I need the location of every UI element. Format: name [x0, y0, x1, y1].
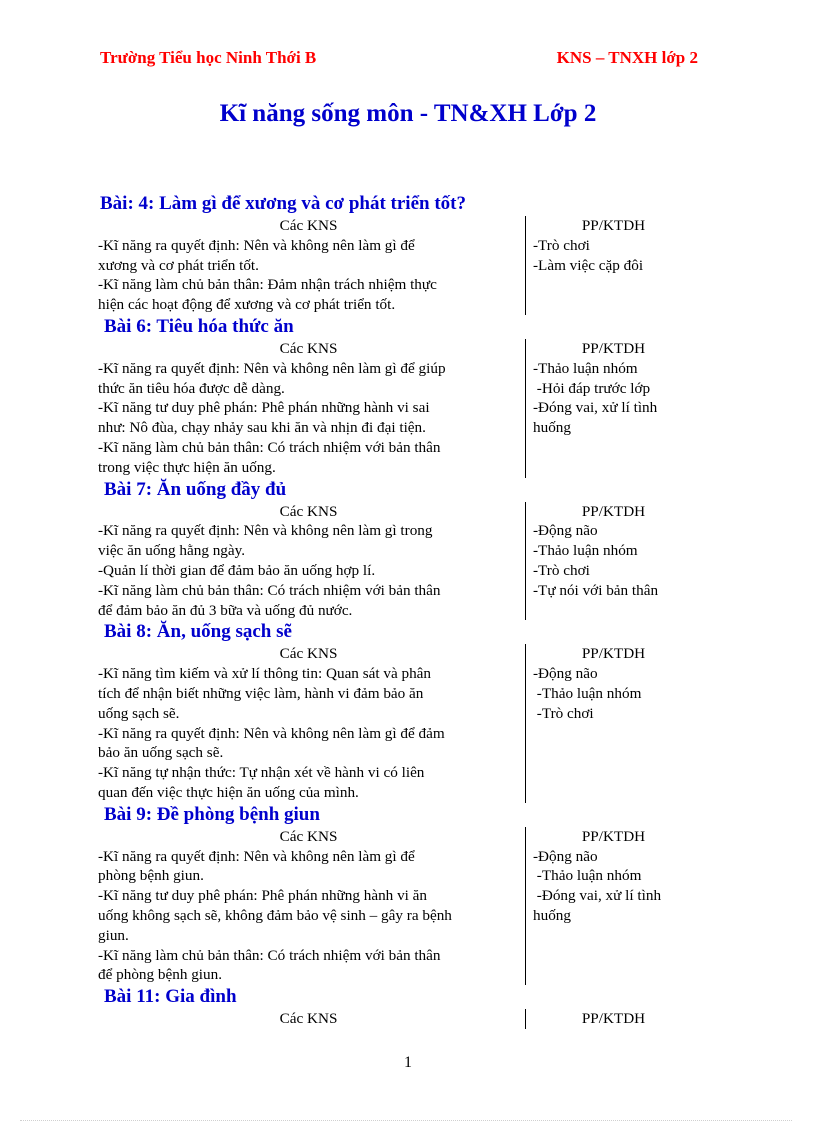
kns-line: quan đến việc thực hiện ăn uống của mình. — [98, 783, 359, 801]
method-line: -Trò chơi — [533, 704, 594, 722]
kns-column — [98, 644, 526, 802]
method-column — [526, 216, 700, 315]
kns-line: giun. — [98, 926, 129, 944]
method-column — [526, 339, 700, 478]
lesson-title: Bài: 4: Làm gì để xương và cơ phát triển tốt? — [100, 193, 466, 214]
kns-column-header: Các KNS — [279, 339, 338, 357]
kns-column — [98, 216, 526, 315]
kns-column — [98, 1009, 526, 1029]
lesson-title: Bài 9: Đề phòng bệnh giun — [104, 803, 320, 825]
method-line: -Trò chơi — [533, 561, 590, 579]
method-column — [526, 1009, 700, 1029]
method-column-header: PP/KTDH — [581, 1010, 646, 1028]
method-line: -Động não — [533, 522, 598, 540]
kns-column — [98, 502, 526, 621]
method-line: -Đóng vai, xử lí tình — [533, 887, 662, 905]
method-column-header: PP/KTDH — [581, 827, 646, 845]
skills-method-table — [98, 827, 700, 985]
method-column-header: PP/KTDH — [581, 502, 646, 520]
lesson-section — [98, 620, 700, 802]
kns-line: -Kĩ năng làm chủ bản thân: Có trách nhiệm với bản thân — [98, 946, 441, 964]
kns-line: -Kĩ năng làm chủ bản thân: Có trách nhiệm với bản thân — [98, 581, 441, 599]
kns-line: -Kĩ năng tìm kiếm và xử lí thông tin: Quan sát và phân — [98, 665, 432, 683]
kns-line: để phòng bệnh giun. — [98, 966, 223, 984]
kns-line: việc ăn uống hằng ngày. — [98, 542, 246, 560]
lesson-title: Bài 11: Gia đình — [104, 986, 237, 1008]
kns-line: để đảm bảo ăn đủ 3 bữa và uống đủ nước. — [98, 601, 353, 619]
kns-line: -Quản lí thời gian để đảm bảo ăn uống hợp lí. — [98, 561, 376, 579]
skills-method-table — [98, 644, 700, 802]
method-line: huống — [533, 419, 571, 437]
method-line: -Đóng vai, xử lí tình — [533, 399, 658, 417]
lesson-section — [98, 192, 700, 315]
kns-column — [98, 827, 526, 985]
method-line: -Thảo luận nhóm — [533, 359, 638, 377]
page-header — [100, 48, 698, 72]
method-line: -Thảo luận nhóm — [533, 542, 638, 560]
kns-line: phòng bệnh giun. — [98, 867, 204, 885]
subject-label: KNS – TNXH lớp 2 — [556, 48, 698, 67]
kns-line: trong việc thực hiện ăn uống. — [98, 458, 276, 476]
kns-line: -Kĩ năng làm chủ bản thân: Đảm nhận trách nhiệm thực — [98, 276, 437, 294]
kns-line: như: Nô đùa, chạy nhảy sau khi ăn và nhịn đi đại tiện. — [98, 419, 426, 437]
kns-column-header: Các KNS — [279, 1010, 338, 1028]
method-column-header: PP/KTDH — [581, 339, 646, 357]
method-column-header: PP/KTDH — [581, 645, 646, 663]
lesson-title: Bài 7: Ăn uống đầy đủ — [104, 478, 287, 500]
kns-line: -Kĩ năng tư duy phê phán: Phê phán những hành vi ăn — [98, 887, 428, 905]
lesson-list — [98, 192, 700, 1029]
kns-line: -Kĩ năng ra quyết định: Nên và không nên làm gì trong — [98, 522, 433, 540]
method-line: -Làm việc cặp đôi — [533, 256, 644, 274]
kns-line: hiện các hoạt động để xương và cơ phát triển tốt. — [98, 296, 396, 314]
kns-line: thức ăn tiêu hóa được dễ dàng. — [98, 379, 285, 397]
method-line: huống — [533, 906, 571, 924]
method-column — [526, 827, 700, 985]
kns-line: -Kĩ năng tự nhận thức: Tự nhận xét về hành vi có liên — [98, 764, 425, 782]
skills-method-table — [98, 339, 700, 478]
kns-column-header: Các KNS — [279, 217, 338, 234]
lesson-section — [98, 478, 700, 621]
kns-line: -Kĩ năng ra quyết định: Nên và không nên làm gì để đảm — [98, 724, 445, 742]
kns-column — [98, 339, 526, 478]
kns-column-header: Các KNS — [279, 502, 338, 520]
method-line: -Động não — [533, 847, 598, 865]
document-title: Kĩ năng sống môn - TN&XH Lớp 2 — [219, 100, 597, 127]
page-bottom-divider — [20, 1120, 792, 1121]
method-line: -Hỏi đáp trước lớp — [533, 379, 651, 397]
skills-method-table — [98, 1009, 700, 1029]
kns-line: -Kĩ năng ra quyết định: Nên và không nên làm gì để — [98, 236, 415, 254]
lesson-section — [98, 985, 700, 1029]
kns-column-header: Các KNS — [279, 827, 338, 845]
method-column-header: PP/KTDH — [581, 217, 646, 234]
method-line: -Động não — [533, 665, 598, 683]
school-name: Trường Tiểu học Ninh Thới B — [100, 48, 317, 67]
kns-line: uống sạch sẽ. — [98, 704, 180, 722]
skills-method-table — [98, 216, 700, 315]
kns-line: tích để nhận biết những việc làm, hành vi đảm bảo ăn — [98, 684, 424, 702]
kns-line: uống không sạch sẽ, không đảm bảo vệ sinh – gây ra bệnh — [98, 906, 452, 924]
method-column — [526, 644, 700, 802]
lesson-section — [98, 315, 700, 478]
skills-method-table — [98, 502, 700, 621]
method-line: -Thảo luận nhóm — [533, 867, 642, 885]
kns-line: -Kĩ năng ra quyết định: Nên và không nên làm gì để giúp — [98, 359, 446, 377]
kns-line: -Kĩ năng ra quyết định: Nên và không nên làm gì để — [98, 847, 415, 865]
method-line: -Trò chơi — [533, 236, 590, 254]
kns-line: xương và cơ phát triển tốt. — [98, 256, 259, 274]
kns-line: bảo ăn uống sạch sẽ. — [98, 744, 224, 762]
method-line: -Thảo luận nhóm — [533, 684, 642, 702]
lesson-section — [98, 803, 700, 985]
lesson-title: Bài 6: Tiêu hóa thức ăn — [104, 315, 294, 337]
kns-line: -Kĩ năng làm chủ bản thân: Có trách nhiệm với bản thân — [98, 438, 441, 456]
kns-column-header: Các KNS — [279, 645, 338, 663]
page-number: 1 — [404, 1054, 412, 1071]
kns-line: -Kĩ năng tư duy phê phán: Phê phán những hành vi sai — [98, 399, 430, 417]
lesson-title: Bài 8: Ăn, uống sạch sẽ — [104, 621, 292, 643]
method-line: -Tự nói với bản thân — [533, 581, 659, 599]
method-column — [526, 502, 700, 621]
